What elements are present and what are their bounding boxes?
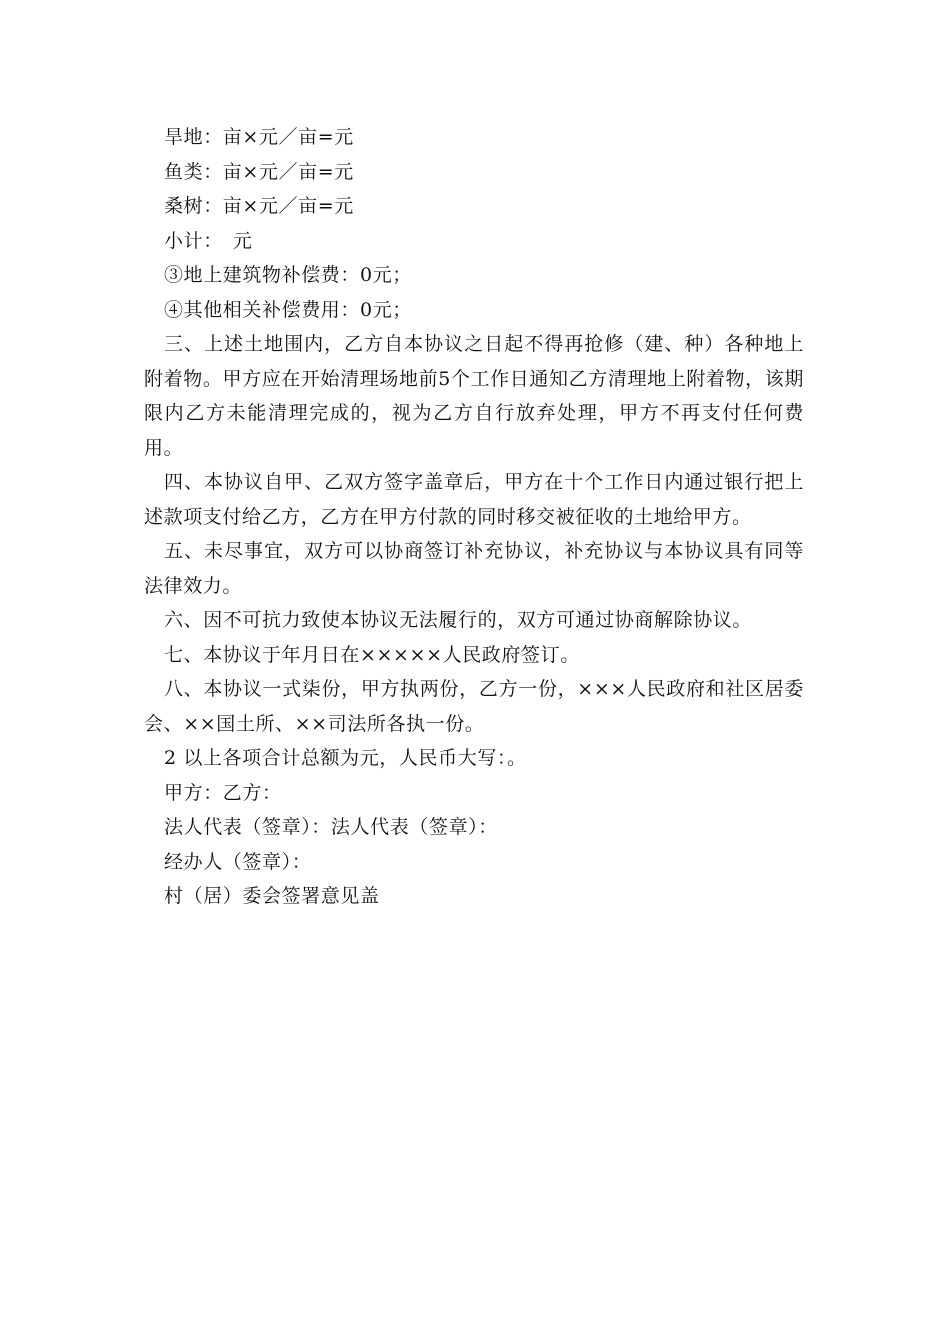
village-committee-line: 村（居）委会签署意见盖 [164, 885, 380, 907]
clause-four: 四、本协议自甲、乙双方签字盖章后，甲方在十个工作日内通过银行把上述款项支付给乙方，乙方在甲方付款的同时移交被征收的土地给甲方。 [144, 471, 804, 528]
subtotal-line: 小计： 元 [164, 229, 253, 252]
total-amount-line: 2 以上各项合计总额为元，人民币大写：。 [164, 747, 527, 769]
dryland-compensation-line: 旱地：亩×元／亩=元 [164, 126, 354, 148]
clause-seven: 七、本协议于年月日在×××××人民政府签订。 [164, 643, 580, 666]
clause-six: 六、因不可抗力致使本协议无法履行的，双方可通过协商解除协议。 [164, 609, 753, 631]
parties-line: 甲方：乙方： [164, 781, 282, 804]
clause-three: 三、上述土地围内，乙方自本协议之日起不得再抢修（建、种）各种地上附着物。甲方应在开始清理场地前5个工作日通知乙方清理地上附着物，该期限内乙方未能清理完成的，视为乙方自行放弃处理，甲方不再支付任何费用。 [144, 333, 804, 459]
handler-signature-line: 经办人（签章）： [164, 850, 312, 873]
mulberry-compensation-line: 桑树：亩×元／亩=元 [164, 195, 354, 217]
document-body [144, 120, 804, 914]
fish-compensation-line: 鱼类：亩×元／亩=元 [164, 160, 354, 183]
clause-eight: 八、本协议一式柒份，甲方执两份，乙方一份，×××人民政府和社区居委会、××国土所、××司法所各执一份。 [144, 678, 804, 735]
building-compensation-line: ③地上建筑物补偿费：0元； [164, 264, 412, 286]
clause-five: 五、未尽事宜，双方可以协商签订补充协议，补充协议与本协议具有同等法律效力。 [144, 540, 804, 597]
legal-representative-line: 法人代表（签章）：法人代表（签章）： [164, 816, 498, 838]
other-compensation-line: ④其他相关补偿费用：0元； [164, 298, 412, 321]
